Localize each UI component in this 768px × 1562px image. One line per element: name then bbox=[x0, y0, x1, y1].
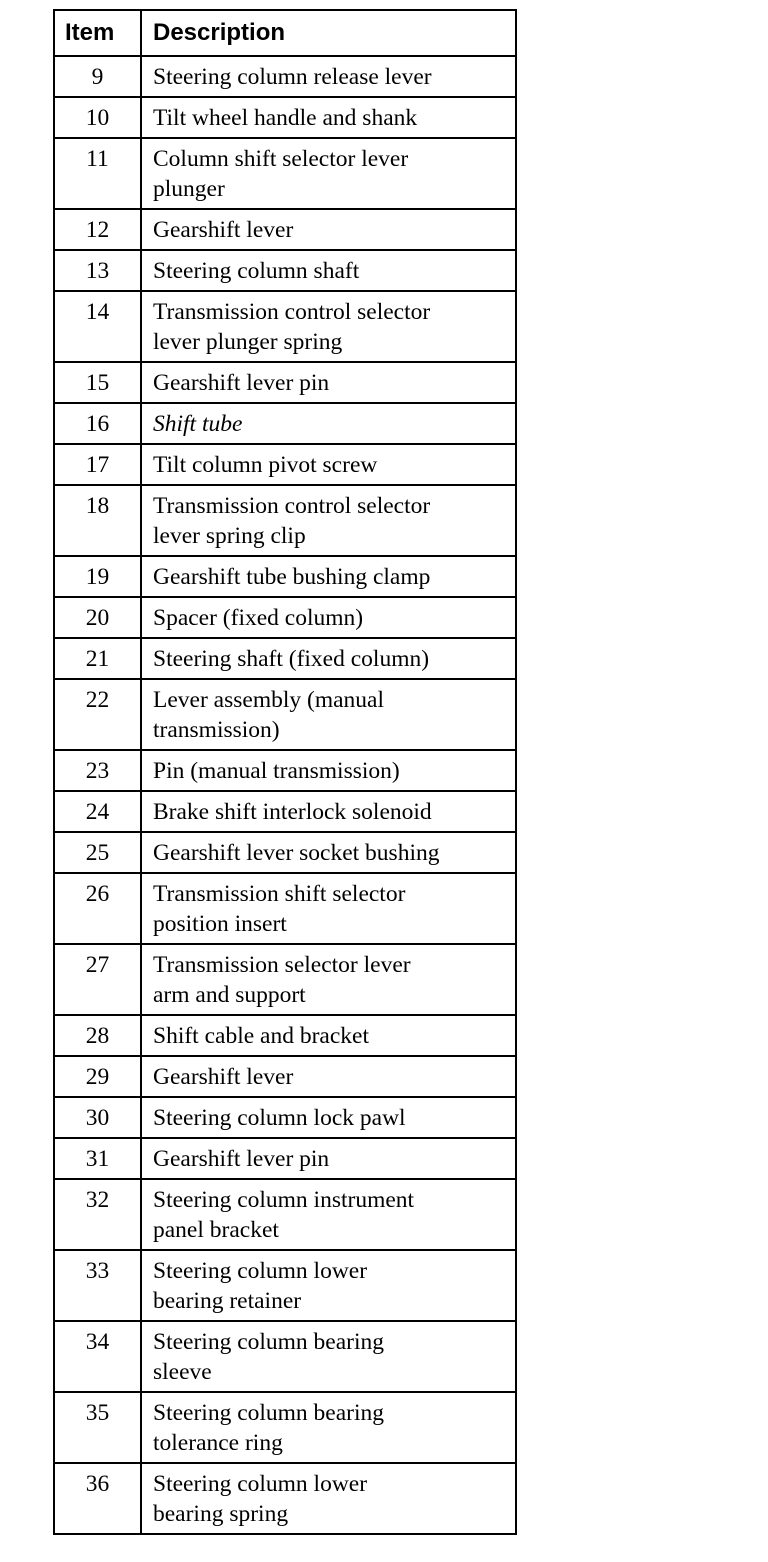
item-description bbox=[141, 250, 516, 291]
column-header-item: Item bbox=[54, 10, 141, 56]
item-number: 34 bbox=[54, 1321, 141, 1392]
description-line: Steering column lower bbox=[153, 1258, 368, 1284]
description-line: Gearshift lever bbox=[153, 217, 294, 243]
table-row bbox=[54, 597, 516, 638]
item-number: 29 bbox=[54, 1056, 141, 1097]
item-description bbox=[141, 1097, 516, 1138]
item-number: 12 bbox=[54, 209, 141, 250]
description-line: bearing spring bbox=[153, 1501, 289, 1527]
item-description bbox=[141, 1056, 516, 1097]
item-description bbox=[141, 403, 516, 444]
description-line: Steering column bearing bbox=[153, 1329, 385, 1355]
table-row bbox=[54, 403, 516, 444]
item-description bbox=[141, 56, 516, 97]
item-number: 27 bbox=[54, 944, 141, 1015]
table-row bbox=[54, 1015, 516, 1056]
table-row bbox=[54, 485, 516, 556]
item-number: 24 bbox=[54, 791, 141, 832]
table-row bbox=[54, 750, 516, 791]
description-line: Shift tube bbox=[153, 411, 243, 437]
table-row bbox=[54, 679, 516, 750]
description-line: sleeve bbox=[153, 1359, 212, 1385]
item-number: 25 bbox=[54, 832, 141, 873]
table-row bbox=[54, 97, 516, 138]
item-description bbox=[141, 750, 516, 791]
table-row bbox=[54, 1321, 516, 1392]
item-number: 21 bbox=[54, 638, 141, 679]
description-line: Gearshift lever pin bbox=[153, 1146, 330, 1172]
description-line: position insert bbox=[153, 911, 287, 937]
table-row bbox=[54, 1392, 516, 1463]
item-number: 23 bbox=[54, 750, 141, 791]
table-row bbox=[54, 138, 516, 209]
table-row bbox=[54, 1463, 516, 1534]
item-number: 31 bbox=[54, 1138, 141, 1179]
item-description bbox=[141, 873, 516, 944]
item-description bbox=[141, 1015, 516, 1056]
item-description bbox=[141, 138, 516, 209]
item-description bbox=[141, 291, 516, 362]
parts-legend-table bbox=[53, 9, 517, 1535]
table-row bbox=[54, 556, 516, 597]
item-description bbox=[141, 597, 516, 638]
description-line: Gearshift tube bushing clamp bbox=[153, 564, 431, 590]
item-description bbox=[141, 444, 516, 485]
description-line: Gearshift lever socket bushing bbox=[153, 840, 440, 866]
description-line: Steering column instrument bbox=[153, 1187, 415, 1213]
item-number: 35 bbox=[54, 1392, 141, 1463]
description-line: Gearshift lever pin bbox=[153, 370, 330, 396]
item-number: 30 bbox=[54, 1097, 141, 1138]
description-line: Gearshift lever bbox=[153, 1064, 294, 1090]
description-line: bearing retainer bbox=[153, 1288, 302, 1314]
description-line: Steering column bearing bbox=[153, 1400, 385, 1426]
description-line: Shift cable and bracket bbox=[153, 1023, 369, 1049]
item-description bbox=[141, 679, 516, 750]
table-row bbox=[54, 944, 516, 1015]
description-line: Steering shaft (fixed column) bbox=[153, 646, 430, 672]
item-description bbox=[141, 209, 516, 250]
item-description bbox=[141, 1392, 516, 1463]
description-line: Transmission shift selector bbox=[153, 881, 406, 907]
table-row bbox=[54, 444, 516, 485]
item-description bbox=[141, 1321, 516, 1392]
description-line: plunger bbox=[153, 176, 225, 202]
item-description bbox=[141, 832, 516, 873]
item-number: 33 bbox=[54, 1250, 141, 1321]
description-line: arm and support bbox=[153, 982, 306, 1008]
description-line: tolerance ring bbox=[153, 1430, 283, 1456]
table-row bbox=[54, 873, 516, 944]
table-row bbox=[54, 832, 516, 873]
item-number: 16 bbox=[54, 403, 141, 444]
description-line: Brake shift interlock solenoid bbox=[153, 799, 432, 825]
item-description bbox=[141, 1179, 516, 1250]
description-line: Steering column lower bbox=[153, 1471, 368, 1497]
table-row bbox=[54, 362, 516, 403]
description-line: Steering column shaft bbox=[153, 258, 360, 284]
item-description bbox=[141, 1250, 516, 1321]
description-line: Steering column release lever bbox=[153, 64, 432, 90]
description-line: panel bracket bbox=[153, 1217, 279, 1243]
table-row bbox=[54, 1250, 516, 1321]
column-header-description: Description bbox=[141, 10, 516, 56]
table-body bbox=[54, 56, 516, 1534]
description-line: lever spring clip bbox=[153, 523, 306, 549]
description-line: Column shift selector lever bbox=[153, 146, 409, 172]
item-number: 19 bbox=[54, 556, 141, 597]
table-row bbox=[54, 638, 516, 679]
description-line: Pin (manual transmission) bbox=[153, 758, 400, 784]
item-number: 13 bbox=[54, 250, 141, 291]
item-description bbox=[141, 485, 516, 556]
table-row bbox=[54, 56, 516, 97]
description-line: Tilt wheel handle and shank bbox=[153, 105, 418, 131]
item-number: 15 bbox=[54, 362, 141, 403]
item-description bbox=[141, 1463, 516, 1534]
item-number: 18 bbox=[54, 485, 141, 556]
description-line: Steering column lock pawl bbox=[153, 1105, 406, 1131]
table-row bbox=[54, 1056, 516, 1097]
item-description bbox=[141, 944, 516, 1015]
item-number: 22 bbox=[54, 679, 141, 750]
item-description bbox=[141, 1138, 516, 1179]
item-number: 9 bbox=[54, 56, 141, 97]
item-number: 17 bbox=[54, 444, 141, 485]
item-description bbox=[141, 556, 516, 597]
item-number: 20 bbox=[54, 597, 141, 638]
item-number: 28 bbox=[54, 1015, 141, 1056]
description-line: Transmission control selector bbox=[153, 493, 431, 519]
table-row bbox=[54, 209, 516, 250]
item-number: 32 bbox=[54, 1179, 141, 1250]
item-description bbox=[141, 638, 516, 679]
item-number: 14 bbox=[54, 291, 141, 362]
item-description bbox=[141, 791, 516, 832]
table-row bbox=[54, 250, 516, 291]
item-description bbox=[141, 97, 516, 138]
table-header-row bbox=[54, 10, 516, 56]
item-description bbox=[141, 362, 516, 403]
item-number: 26 bbox=[54, 873, 141, 944]
item-number: 11 bbox=[54, 138, 141, 209]
table-row bbox=[54, 1138, 516, 1179]
description-line: Tilt column pivot screw bbox=[153, 452, 378, 478]
description-line: Lever assembly (manual bbox=[153, 687, 384, 713]
table-row bbox=[54, 1179, 516, 1250]
description-line: Transmission selector lever bbox=[153, 952, 411, 978]
description-line: Spacer (fixed column) bbox=[153, 605, 364, 631]
item-number: 36 bbox=[54, 1463, 141, 1534]
table-row bbox=[54, 291, 516, 362]
description-line: transmission) bbox=[153, 717, 280, 743]
table-row bbox=[54, 791, 516, 832]
item-number: 10 bbox=[54, 97, 141, 138]
description-line: Transmission control selector bbox=[153, 299, 431, 325]
table-row bbox=[54, 1097, 516, 1138]
description-line: lever plunger spring bbox=[153, 329, 343, 355]
